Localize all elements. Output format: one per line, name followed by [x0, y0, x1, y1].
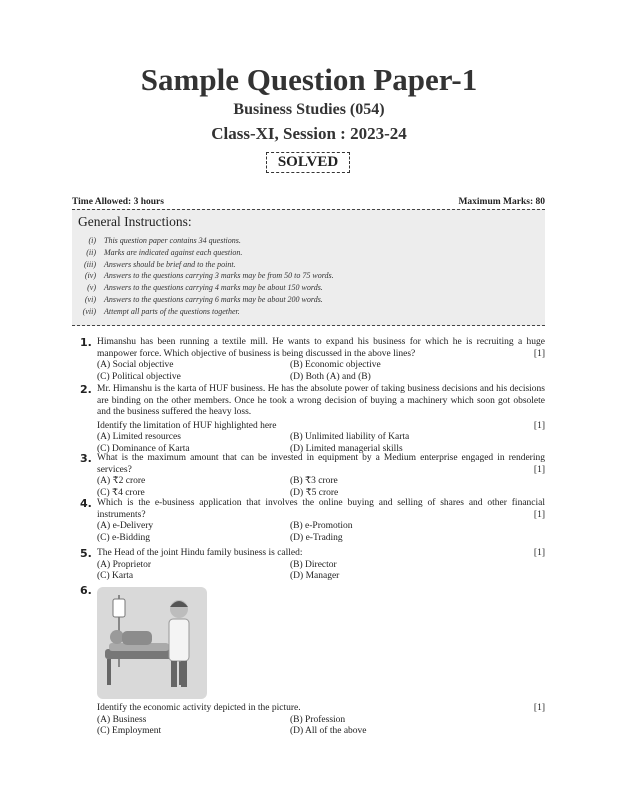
option: (D) Both (A) and (B) — [290, 371, 371, 382]
maximum-marks: Maximum Marks: 80 — [458, 197, 545, 207]
class-session: Class-XI, Session : 2023-24 — [211, 124, 407, 143]
question-5 — [80, 548, 545, 583]
instructions-heading: General Instructions: — [78, 214, 192, 229]
question-1 — [80, 337, 545, 383]
option: (D) Limited managerial skills — [290, 443, 403, 454]
option: (D) e-Trading — [290, 532, 343, 543]
instruction-number: (ii) — [86, 247, 96, 257]
question-text: Which is the e-business application that involves the online buying and selling of shares and other financial instruments? — [97, 498, 545, 520]
question-prompt: Identify the economic activity depicted in the picture. — [97, 703, 301, 713]
option: (D) Manager — [290, 571, 340, 582]
instruction-text: Answers to the questions carrying 3 marks may be from 50 to 75 words. — [104, 271, 334, 281]
instruction-item — [72, 247, 334, 259]
option: (B) Director — [290, 559, 337, 570]
time-allowed: Time Allowed: 3 hours — [72, 197, 164, 207]
instruction-number: (v) — [87, 283, 96, 293]
question-number: 4. — [80, 497, 92, 510]
instruction-text: Answers should be brief and to the point. — [104, 259, 236, 269]
subject: Business Studies (054) — [233, 101, 385, 118]
question-4 — [80, 498, 545, 544]
question-text: Himanshu has been running a textile mill. He wants to expand his business for which he is recruiting a huge manpower force. Which objective of business is being discussed in the above lines? — [97, 337, 545, 359]
instruction-number: (vi) — [84, 294, 96, 304]
question-number: 6. — [80, 584, 92, 597]
option: (A) Limited resources — [97, 432, 181, 443]
question-text: Mr. Himanshu is the karta of HUF business. He has the absolute power of taking business decisions and his decisions are binding on the other members. Once he took a wrong decision of buying a machinery which soon got obsolete and the business suffered the heavy loss. — [97, 384, 545, 418]
question-number: 5. — [80, 547, 92, 560]
marks: [1] — [533, 348, 545, 359]
question-2 — [80, 384, 545, 456]
question-number: 3. — [80, 452, 92, 465]
marks: [1] — [533, 703, 545, 713]
option: (C) Dominance of Karta — [97, 443, 190, 454]
marks: [1] — [533, 548, 545, 558]
instruction-number: (i) — [88, 236, 96, 245]
option: (C) Political objective — [97, 371, 181, 382]
option: (B) Economic objective — [290, 360, 381, 371]
instruction-text: Answers to the questions carrying 6 marks may be about 200 words. — [104, 294, 323, 304]
instruction-text: This question paper contains 34 questions. — [104, 236, 241, 245]
option: (C) e-Bidding — [97, 532, 151, 543]
option: (B) e-Promotion — [290, 521, 353, 532]
option: (B) Unlimited liability of Karta — [290, 432, 410, 443]
option: (C) Karta — [97, 571, 134, 582]
instruction-item — [72, 259, 334, 271]
meta-row — [72, 197, 545, 207]
instruction-item — [72, 294, 334, 306]
option: (A) Social objective — [97, 360, 174, 371]
marks: [1] — [533, 464, 545, 475]
option: (A) Proprietor — [97, 559, 152, 570]
doctor-patient-illustration — [97, 587, 207, 699]
question-text: What is the maximum amount that can be invested in equipment by a Medium enterprise engaged in rendering services? — [97, 453, 545, 475]
option: (A) Business — [97, 714, 147, 725]
question-number: 1. — [80, 336, 92, 349]
instruction-number: (iv) — [84, 271, 96, 281]
marks: [1] — [533, 509, 545, 520]
general-instructions — [72, 209, 545, 326]
instruction-text: Attempt all parts of the questions together. — [104, 306, 240, 316]
instructions-list — [72, 235, 334, 318]
option: (C) ₹4 crore — [97, 487, 145, 498]
instruction-item — [72, 282, 334, 294]
paper-title: Sample Question Paper-1 — [140, 62, 478, 97]
instruction-item — [72, 306, 334, 318]
instruction-number: (iii) — [84, 259, 96, 269]
instruction-text: Marks are indicated against each question. — [104, 247, 243, 257]
instruction-item — [72, 235, 334, 247]
question-text: The Head of the joint Hindu family business is called: — [97, 548, 303, 558]
option: (D) ₹5 crore — [290, 487, 339, 498]
option: (A) ₹2 crore — [97, 476, 146, 487]
question-3 — [80, 453, 545, 499]
instruction-item — [72, 270, 334, 282]
instruction-number: (vii) — [82, 306, 96, 316]
option: (B) ₹3 crore — [290, 476, 338, 487]
question-prompt: Identify the limitation of HUF highlighted here — [97, 420, 277, 431]
marks: [1] — [533, 420, 545, 431]
option: (D) All of the above — [290, 726, 367, 737]
option: (B) Profession — [290, 714, 346, 725]
instruction-text: Answers to the questions carrying 4 marks may be about 150 words. — [104, 283, 323, 293]
option: (A) e-Delivery — [97, 521, 154, 532]
option: (C) Employment — [97, 726, 162, 737]
question-number: 2. — [80, 383, 92, 396]
solved-badge: SOLVED — [266, 152, 350, 173]
